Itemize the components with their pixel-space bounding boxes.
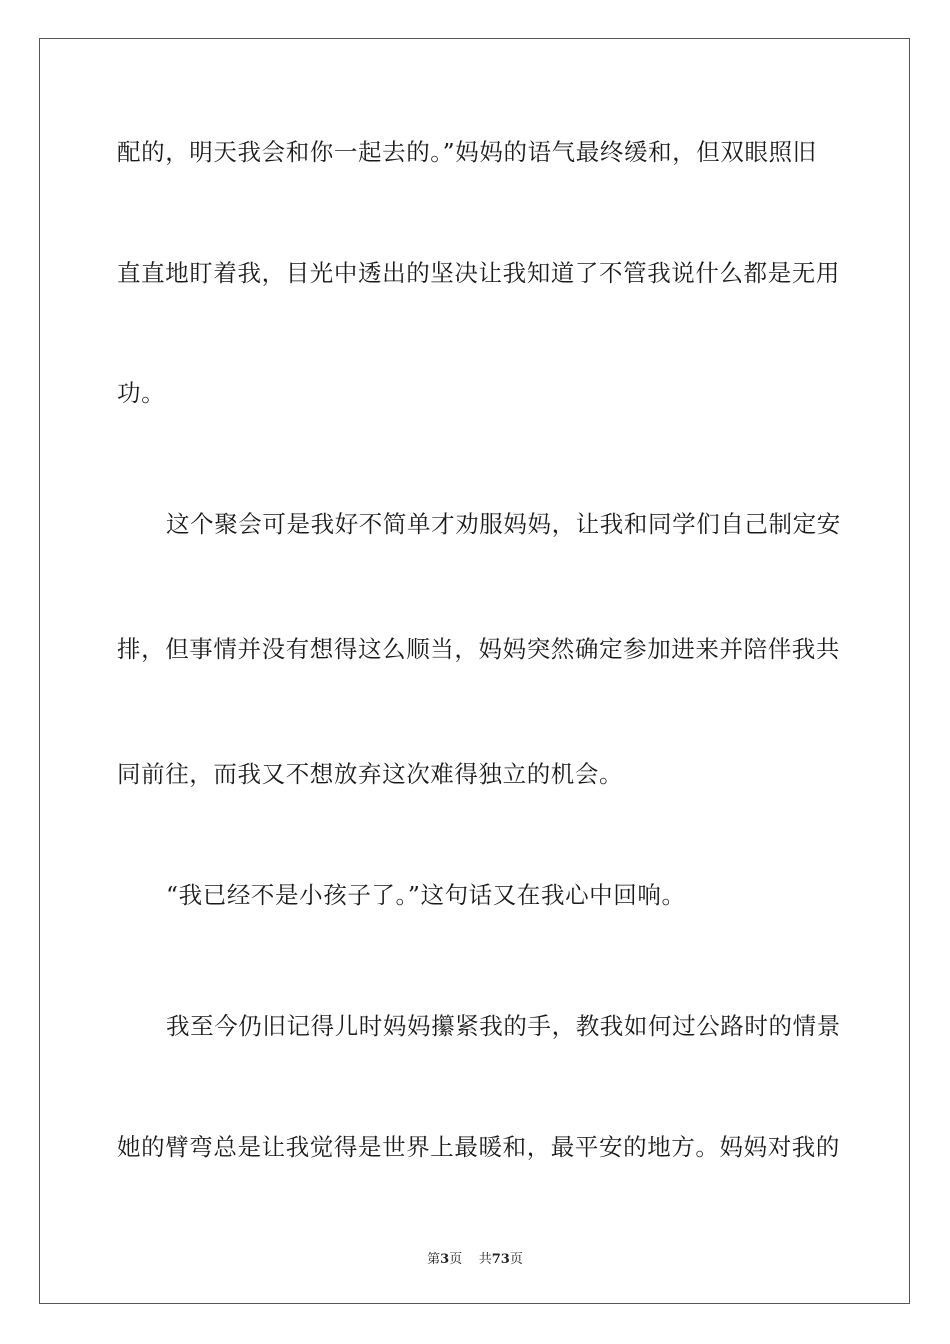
text-line: 排，但事情并没有想得这么顺当，妈妈突然确定参加进来并陪伴我共 — [117, 635, 840, 663]
paragraph-start-line: 我至今仍旧记得儿时妈妈攥紧我的手，教我如何过公路时的情景 — [166, 1012, 841, 1040]
text-line: 配的，明天我会和你一起去的。”妈妈的语气最终缓和，但双眼照旧 — [117, 138, 817, 166]
page-footer — [0, 1248, 950, 1267]
total-prefix: 共 — [478, 1252, 492, 1267]
text-line: 同前往，而我又不想放弃这次难得独立的机会。 — [117, 760, 624, 788]
page-number: 3 — [440, 1252, 450, 1267]
paragraph-start-line: “我已经不是小孩子了。”这句话又在我心中回响。 — [166, 881, 686, 909]
page-suffix: 页 — [449, 1252, 463, 1267]
total-pages: 73 — [491, 1252, 510, 1267]
page-border — [39, 38, 910, 1304]
text-line: 直直地盯着我，目光中透出的坚决让我知道了不管我说什么都是无用 — [117, 259, 840, 287]
total-suffix: 页 — [509, 1252, 523, 1267]
page-prefix: 第 — [427, 1252, 441, 1267]
paragraph-start-line: 这个聚会可是我好不简单才劝服妈妈，让我和同学们自己制定安 — [166, 510, 841, 538]
text-line: 功。 — [117, 379, 166, 407]
text-line: 她的臂弯总是让我觉得是世界上最暖和，最平安的地方。妈妈对我的 — [117, 1133, 840, 1161]
